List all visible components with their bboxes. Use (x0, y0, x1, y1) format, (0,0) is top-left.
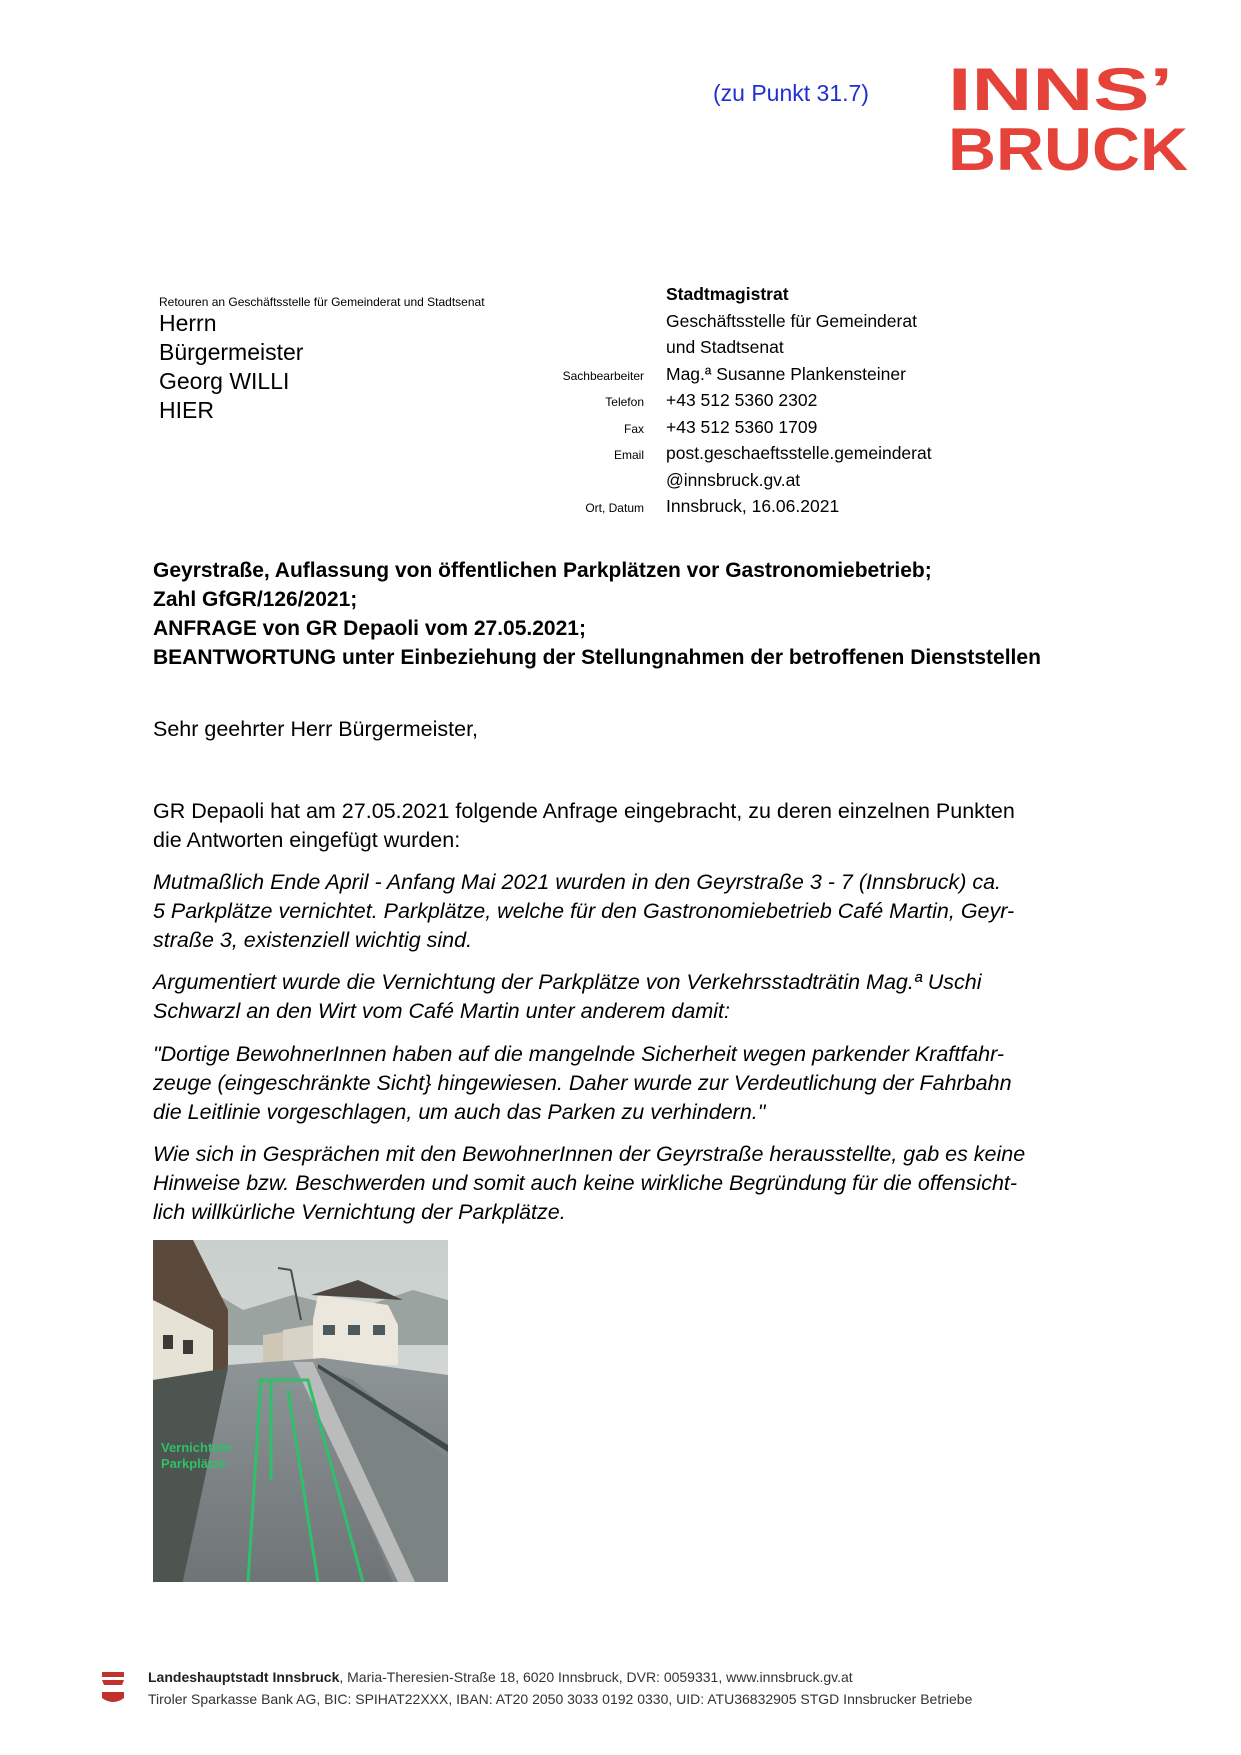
quote-line: straße 3, existenziell wichtig sind. (153, 928, 473, 952)
quoted-paragraph (153, 968, 1128, 1026)
addressee-line: HIER (159, 397, 214, 423)
intro-line: die Antworten eingefügt wurden: (153, 828, 461, 852)
sender-title: Stadtmagistrat (666, 284, 789, 304)
intro-paragraph (153, 797, 1128, 855)
city-coat-of-arms-icon (98, 1670, 128, 1710)
sender-department: und Stadtsenat (666, 337, 784, 357)
email-value: post.geschaeftsstelle.gemeinderat (666, 443, 932, 463)
footer-text (148, 1666, 972, 1710)
email-value-continued: @innsbruck.gv.at (666, 469, 801, 490)
quote-line: Wie sich in Gesprächen mit den BewohnerInnen der Geyrstraße herausstellte, gab es keine (153, 1142, 1026, 1166)
subject-line: ANFRAGE von GR Depaoli vom 27.05.2021; (153, 617, 586, 640)
quote-line: "Dortige BewohnerInnen haben auf die mangelnde Sicherheit wegen parkender Kraftfahr- (153, 1042, 1005, 1066)
email-label: Email (613, 448, 644, 462)
salutation: Sehr geehrter Herr Bürgermeister, (153, 717, 479, 741)
subject-line: Geyrstraße, Auflassung von öffentlichen Parkplätzen vor Gastronomiebetrieb; (153, 559, 932, 582)
street-photo (153, 1240, 448, 1582)
addressee-line: Herrn (159, 310, 217, 336)
phone-label: Telefon (605, 395, 644, 409)
reference-note: (zu Punkt 31.7) (713, 80, 869, 106)
clerk-label: Sachbearbeiter (562, 368, 644, 383)
photo-label: Vernichtete (161, 1440, 232, 1455)
quote-line: Schwarzl an den Wirt vom Café Martin unter anderem damit: (153, 999, 730, 1023)
footer-line-2: Tiroler Sparkasse Bank AG, BIC: SPIHAT22XXX, IBAN: AT20 2050 3033 0192 0330, UID: ATU36832905 STGD Innsbrucker Betriebe (148, 1691, 973, 1707)
subject-block (153, 556, 1041, 672)
clerk-value: Mag.ª Susanne Plankensteiner (666, 363, 906, 384)
quote-line: zeuge (eingeschränkte Sicht} hingewiesen. Daher wurde zur Verdeutlichung der Fahrbahn (153, 1071, 1012, 1095)
footer-line-1 (148, 1666, 972, 1688)
quoted-paragraph (153, 868, 1128, 955)
logo-line-1: INNS’ (948, 58, 1173, 123)
quoted-paragraph (153, 1040, 1128, 1127)
quote-line: Mutmaßlich Ende April - Anfang Mai 2021 wurden in den Geyrstraße 3 - 7 (Innsbruck) ca. (153, 870, 1002, 894)
photo-label: Parkplätze (161, 1456, 227, 1471)
sender-department: Geschäftsstelle für Gemeinderat (666, 310, 917, 331)
quote-line: lich willkürliche Vernichtung der Parkplätze. (153, 1200, 566, 1224)
logo-line-2: BRUCK (948, 116, 1188, 178)
addressee-block (159, 309, 303, 425)
phone-value: +43 512 5360 2302 (666, 390, 818, 410)
subject-line: Zahl GfGR/126/2021; (153, 588, 358, 611)
fax-label: Fax (623, 421, 644, 436)
innsbruck-logo (948, 58, 1188, 178)
sender-block (490, 284, 1050, 523)
quoted-paragraph (153, 1140, 1128, 1227)
footer-address: , Maria-Theresien-Straße 18, 6020 Innsbruck, DVR: 0059331, www.innsbruck.gv.at (339, 1669, 853, 1685)
place-date-value: Innsbruck, 16.06.2021 (666, 496, 840, 516)
place-date-label: Ort, Datum (585, 501, 644, 515)
addressee-line: Georg WILLI (159, 368, 290, 394)
subject-line: BEANTWORTUNG unter Einbeziehung der Stellungnahmen der betroffenen Dienststellen (153, 646, 1041, 669)
return-address-line: Retouren an Geschäftsstelle für Gemeinderat und Stadtsenat (159, 295, 485, 309)
quote-line: Argumentiert wurde die Vernichtung der Parkplätze von Verkehrsstadträtin Mag.ª Uschi (153, 970, 982, 994)
quote-line: Hinweise bzw. Beschwerden und somit auch keine wirkliche Begründung für die offensicht- (153, 1171, 1018, 1195)
intro-line: GR Depaoli hat am 27.05.2021 folgende Anfrage eingebracht, zu deren einzelnen Punkten (153, 799, 1015, 823)
quote-line: die Leitlinie vorgeschlagen, um auch das Parken zu verhindern." (153, 1100, 766, 1124)
fax-value: +43 512 5360 1709 (666, 416, 818, 437)
footer-organisation: Landeshauptstadt Innsbruck (148, 1669, 340, 1685)
addressee-line: Bürgermeister (159, 339, 304, 365)
quote-line: 5 Parkplätze vernichtet. Parkplätze, welche für den Gastronomiebetrieb Café Martin, Geyr- (153, 899, 1015, 923)
